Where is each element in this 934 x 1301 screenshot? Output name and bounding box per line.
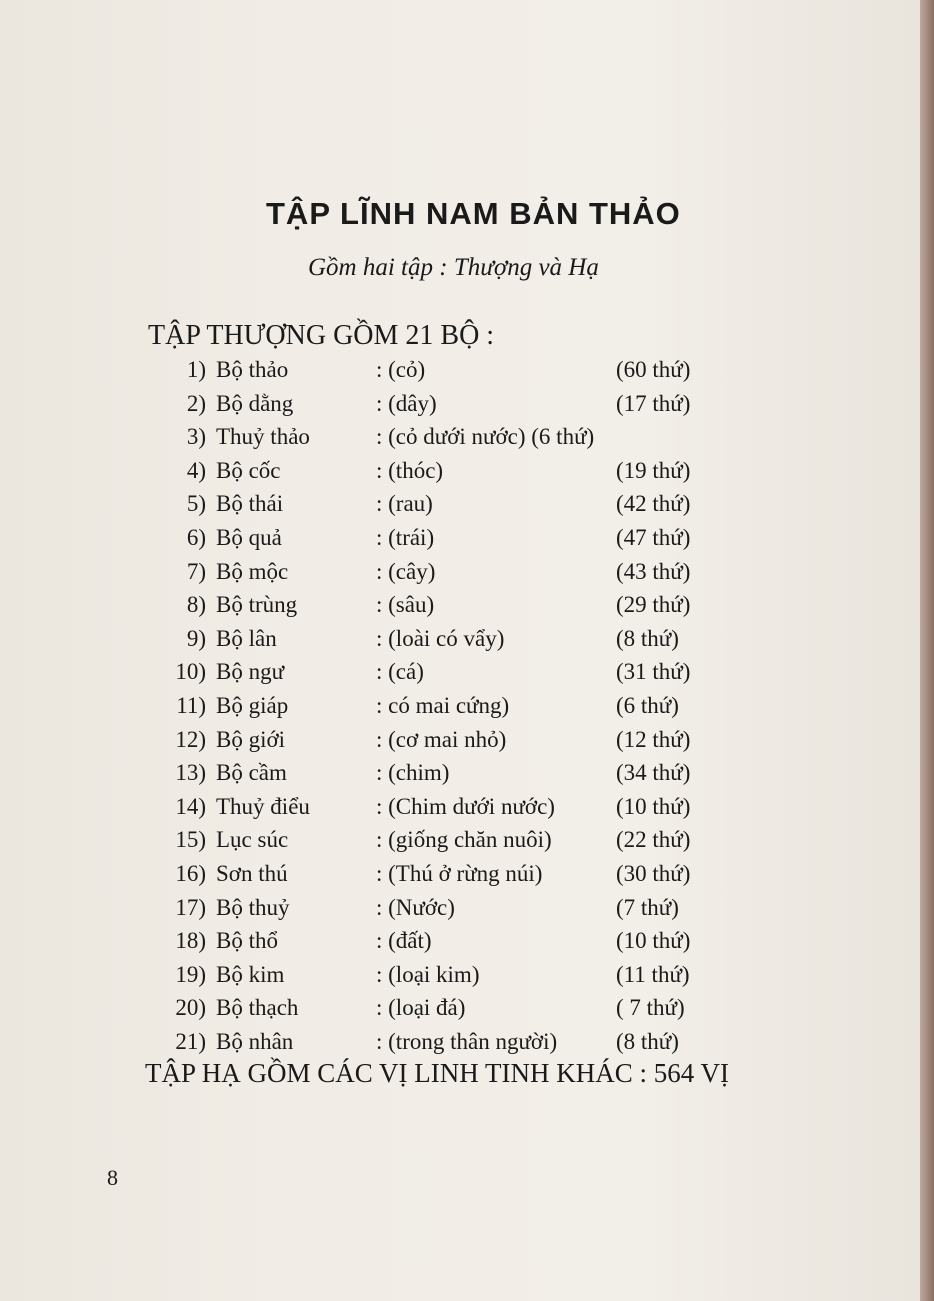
list-item [0,792,920,826]
item-number: 13) [175,760,206,786]
item-count: (8 thứ) [616,1028,679,1054]
item-name: Bộ thạch [216,995,299,1021]
list-item [0,825,920,859]
page-title: TẬP LĨNH NAM BẢN THẢO [266,196,681,231]
item-description: : (cây) [376,558,436,584]
item-number: 11) [176,692,206,718]
item-count: (7 thứ) [616,894,679,920]
item-number: 20) [175,995,206,1021]
item-count: (22 thứ) [616,827,691,853]
item-description: : có mai cứng) [376,692,510,718]
item-number: 17) [175,894,206,920]
item-number: 16) [175,860,206,886]
item-count: (12 thứ) [616,726,691,752]
item-number: 5) [186,491,206,517]
item-name: Bộ nhân [216,1028,294,1054]
list-item [0,960,920,994]
item-description: : (cơ mai nhỏ) [376,726,507,752]
item-name: Bộ ngư [216,659,285,685]
list-item [0,1027,920,1061]
item-description: : (dây) [376,390,437,416]
list-item [0,355,920,389]
list-item [0,422,920,456]
list-item [0,893,920,927]
item-number: 18) [175,928,206,954]
item-name: Bộ trùng [216,592,298,618]
item-number: 8) [186,592,206,618]
item-name: Bộ cốc [216,457,281,483]
list-item [0,926,920,960]
item-description: : (Chim dưới nước) [376,793,555,819]
item-count: (34 thứ) [616,760,691,786]
item-name: Bộ thảo [216,357,289,382]
list-item [0,523,920,557]
item-name: Bộ thuỷ [216,894,290,920]
item-number: 10) [175,659,206,685]
item-number: 4) [186,457,206,483]
item-description: : (đất) [376,928,432,954]
item-description: : (trong thân người) [376,1028,558,1054]
item-number: 15) [175,827,206,853]
list-item [0,993,920,1027]
item-number: 14) [175,793,206,819]
item-count: (10 thứ) [616,793,691,819]
item-description: : (rau) [376,491,433,517]
item-count: (19 thứ) [616,457,691,483]
item-count: (60 thứ) [616,357,691,382]
item-description: : (cỏ) [376,357,426,382]
page-number: 8 [107,1165,118,1190]
item-number: 6) [186,524,206,550]
item-number: 7) [186,558,206,584]
item-name: Bộ kim [216,961,285,987]
item-description: : (loại kim) [376,961,480,987]
item-description: : (cá) [376,659,424,685]
item-name: Bộ lân [216,625,277,651]
section-heading: TẬP THƯỢNG GỒM 21 BỘ : [148,320,495,351]
item-count: (43 thứ) [616,558,691,584]
item-description: : (Thú ở rừng núi) [376,860,543,886]
page-subtitle: Gồm hai tập : Thượng và Hạ [308,254,599,281]
item-count: (30 thứ) [616,860,691,886]
item-name: Bộ cầm [216,760,287,786]
item-number: 3) [186,424,206,450]
item-count: (47 thứ) [616,524,691,550]
item-name: Thuỷ điểu [216,793,310,819]
item-name: Bộ giáp [216,692,289,718]
item-name: Sơn thú [216,860,288,886]
item-name: Bộ quả [216,524,282,550]
item-name: Bộ giới [216,726,286,752]
list-item [0,758,920,792]
list-item [0,859,920,893]
item-count: (29 thứ) [616,592,691,618]
list-item [0,557,920,591]
item-description: : (trái) [376,524,435,550]
item-name: Bộ thái [216,491,284,517]
page-edge [920,0,934,1301]
item-number: 19) [175,961,206,987]
item-number: 12) [175,726,206,752]
list-item [0,489,920,523]
item-count: (6 thứ) [616,692,679,718]
item-count: (11 thứ) [616,961,690,987]
list-item [0,456,920,490]
item-name: Bộ mộc [216,558,289,584]
item-name: Thuỷ thảo [216,424,310,450]
item-name: Lục súc [216,827,289,853]
item-name: Bộ thổ [216,928,278,954]
item-number: 1) [186,357,206,382]
item-description: : (giống chăn nuôi) [376,827,552,853]
list-item [0,657,920,691]
item-count: (31 thứ) [616,659,691,685]
item-description: : (Nước) [376,894,455,920]
item-number: 2) [186,390,206,416]
item-description: : (sâu) [376,592,435,618]
category-list [0,355,920,1060]
item-description: : (loại đá) [376,995,466,1021]
item-count: ( 7 thứ) [616,995,685,1021]
list-item [0,725,920,759]
item-count: (10 thứ) [616,928,691,954]
item-description: : (loài có vẩy) [376,625,505,651]
list-item [0,389,920,423]
item-name: Bộ dằng [216,390,294,416]
list-item [0,624,920,658]
item-description: : (cỏ dưới nước) (6 thứ) [376,424,595,450]
item-description: : (thóc) [376,457,444,483]
item-count: (17 thứ) [616,390,691,416]
list-item [0,590,920,624]
section-footer: TẬP HẠ GỒM CÁC VỊ LINH TINH KHÁC : 564 VỊ [145,1058,730,1088]
item-number: 9) [186,625,206,651]
item-count: (42 thứ) [616,491,691,517]
item-description: : (chim) [376,760,450,786]
list-item [0,691,920,725]
item-number: 21) [175,1028,206,1054]
item-count: (8 thứ) [616,625,679,651]
